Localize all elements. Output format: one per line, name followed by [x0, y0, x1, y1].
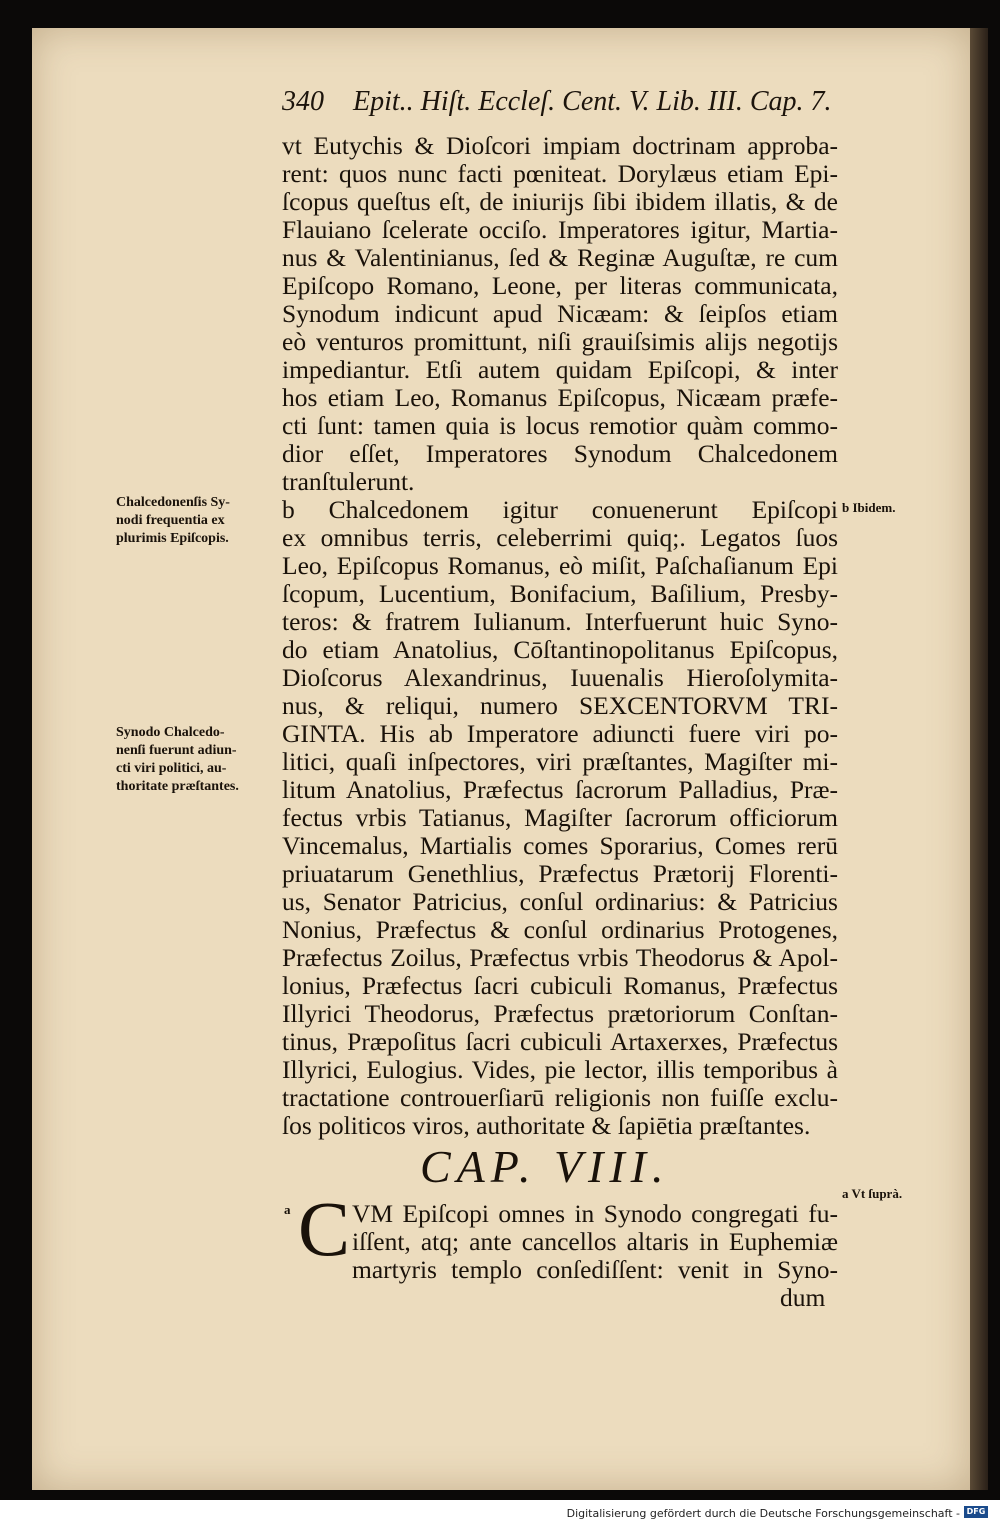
- dfg-logo: DFG: [964, 1506, 988, 1518]
- sidenote-line: Synodo Chalcedo-: [116, 725, 225, 740]
- body-line: tranſtulerunt.: [282, 467, 415, 496]
- body-line: fectus vrbis Tatianus, Magiſter ſacrorum officiorum: [282, 803, 838, 832]
- body-line: priuatarum Genethlius, Præfectus Prætorij Florenti-: [282, 859, 838, 888]
- sidenote-line: Chalcedonenſis Sy-: [116, 495, 230, 510]
- running-header: [282, 86, 842, 126]
- sidenote-line: thoritate præſtantes.: [116, 779, 239, 794]
- sidenote-line: nenſi fuerunt adiun-: [116, 743, 237, 758]
- page-edge: [970, 28, 988, 1490]
- running-title: Epit.. Hiſt. Eccleſ. Cent. V. Lib. III. Cap. 7.: [353, 86, 832, 117]
- sidenote-line: nodi frequentia ex: [116, 513, 225, 528]
- body-line: nus, & reliqui, numero SEXCENTORVM TRI-: [282, 691, 838, 720]
- body-line: GINTA. His ab Imperatore adiuncti fuere viri po-: [282, 719, 838, 748]
- body-line: ſos politicos viros, authoritate & ſapiētia præſtantes.: [282, 1111, 811, 1140]
- body-line: dior eſſet, Imperatores Synodum Chalcedonem: [282, 439, 838, 468]
- sidenote-line: cti viri politici, au-: [116, 761, 227, 776]
- body-line: impediantur. Etſi autem quidam Epiſcopi, & inter: [282, 355, 838, 384]
- body-line: eò venturos promittunt, niſi grauiſsimis alijs negotijs: [282, 327, 838, 356]
- body-line: Illyrici, Eulogius. Vides, pie lector, illis temporibus à: [282, 1055, 838, 1084]
- margin-ref-ibidem: b Ibidem.: [842, 500, 896, 515]
- chapter-line: iſſent, atq; ante cancellos altaris in Euphemiæ: [352, 1227, 838, 1256]
- body-line: cti ſunt: tamen quia is locus remotior quàm commo-: [282, 411, 838, 440]
- page-number: 340: [282, 86, 324, 117]
- sidenote-chalcedon-frequency: [116, 494, 282, 548]
- body-line: Dioſcorus Alexandrinus, Iuuenalis Hieroſolymita-: [282, 663, 838, 692]
- body-line: litum Anatolius, Præfectus ſacrorum Palladius, Præ-: [282, 775, 838, 804]
- body-line: lonius, Præfectus ſacri cubiculi Romanus, Præfectus: [282, 971, 838, 1000]
- body-line: Flauiano ſcelerate occiſo. Imperatores igitur, Martia-: [282, 215, 838, 244]
- body-line: rent: quos nunc facti pœniteat. Dorylæus etiam Epi-: [282, 159, 838, 188]
- chapter-note-marker: a: [284, 1202, 291, 1217]
- body-line: Epiſcopo Romano, Leone, per literas communicata,: [282, 271, 838, 300]
- body-line: ex omnibus terris, celeberrimi quiq;. Legatos ſuos: [282, 523, 838, 552]
- body-line: us, Senator Patricius, conſul ordinarius: & Patricius: [282, 887, 838, 916]
- chapter-catchword: dum: [780, 1283, 826, 1312]
- sidenote-political-men: [116, 724, 282, 796]
- chapter-title: CAP. VIII.: [420, 1141, 670, 1192]
- body-line: Illyrici Theodorus, Præfectus prætoriorum Conſtan-: [282, 999, 838, 1028]
- body-line: tinus, Præpoſitus ſacri cubiculi Artaxerxes, Præfectus: [282, 1027, 838, 1056]
- body-line: hos etiam Leo, Romanus Epiſcopus, Nicæam præfe-: [282, 383, 838, 412]
- body-line: litici, quaſi inſpectores, viri præſtantes, Magiſter mi-: [282, 747, 838, 776]
- drop-cap: C: [298, 1185, 351, 1272]
- body-line: nus & Valentinianus, ſed & Reginæ Auguſtæ, re cum: [282, 243, 838, 272]
- body-line: Leo, Epiſcopus Romanus, eò miſit, Paſchaſianum Epi: [282, 551, 838, 580]
- body-line: ſcopum, Lucentium, Bonifacium, Baſilium, Presby-: [282, 579, 838, 608]
- funding-notice: Digitalisierung gefördert durch die Deutsche Forschungsgemeinschaft -: [566, 1507, 960, 1520]
- margin-ref-vt-supra: a Vt ſuprà.: [842, 1186, 903, 1201]
- body-line: Præfectus Zoilus, Præfectus vrbis Theodorus & Apol-: [282, 943, 838, 972]
- body-line: Vincemalus, Martialis comes Sporarius, Comes rerū: [282, 831, 838, 860]
- body-line: ſcopus queſtus eſt, de iniurijs ſibi ibidem illatis, & de: [282, 187, 838, 216]
- body-line: do etiam Anatolius, Cōſtantinopolitanus Epiſcopus,: [282, 635, 838, 664]
- chapter-line: martyris templo conſediſſent: venit in Syno-: [352, 1255, 838, 1284]
- sidenote-line: plurimis Epiſcopis.: [116, 531, 229, 546]
- chapter-line: VM Epiſcopi omnes in Synodo congregati fu-: [352, 1199, 838, 1228]
- body-line: teros: & fratrem Iulianum. Interfuerunt huic Syno-: [282, 607, 838, 636]
- body-line: b Chalcedonem igitur conuenerunt Epiſcopi: [282, 495, 838, 524]
- body-line: tractatione controuerſiarū religionis non fuiſſe exclu-: [282, 1083, 838, 1112]
- body-line: Nonius, Præfectus & conſul ordinarius Protogenes,: [282, 915, 838, 944]
- body-line: Synodum indicunt apud Nicæam: & ſeipſos etiam: [282, 299, 838, 328]
- body-line: vt Eutychis & Dioſcori impiam doctrinam approba-: [282, 131, 838, 160]
